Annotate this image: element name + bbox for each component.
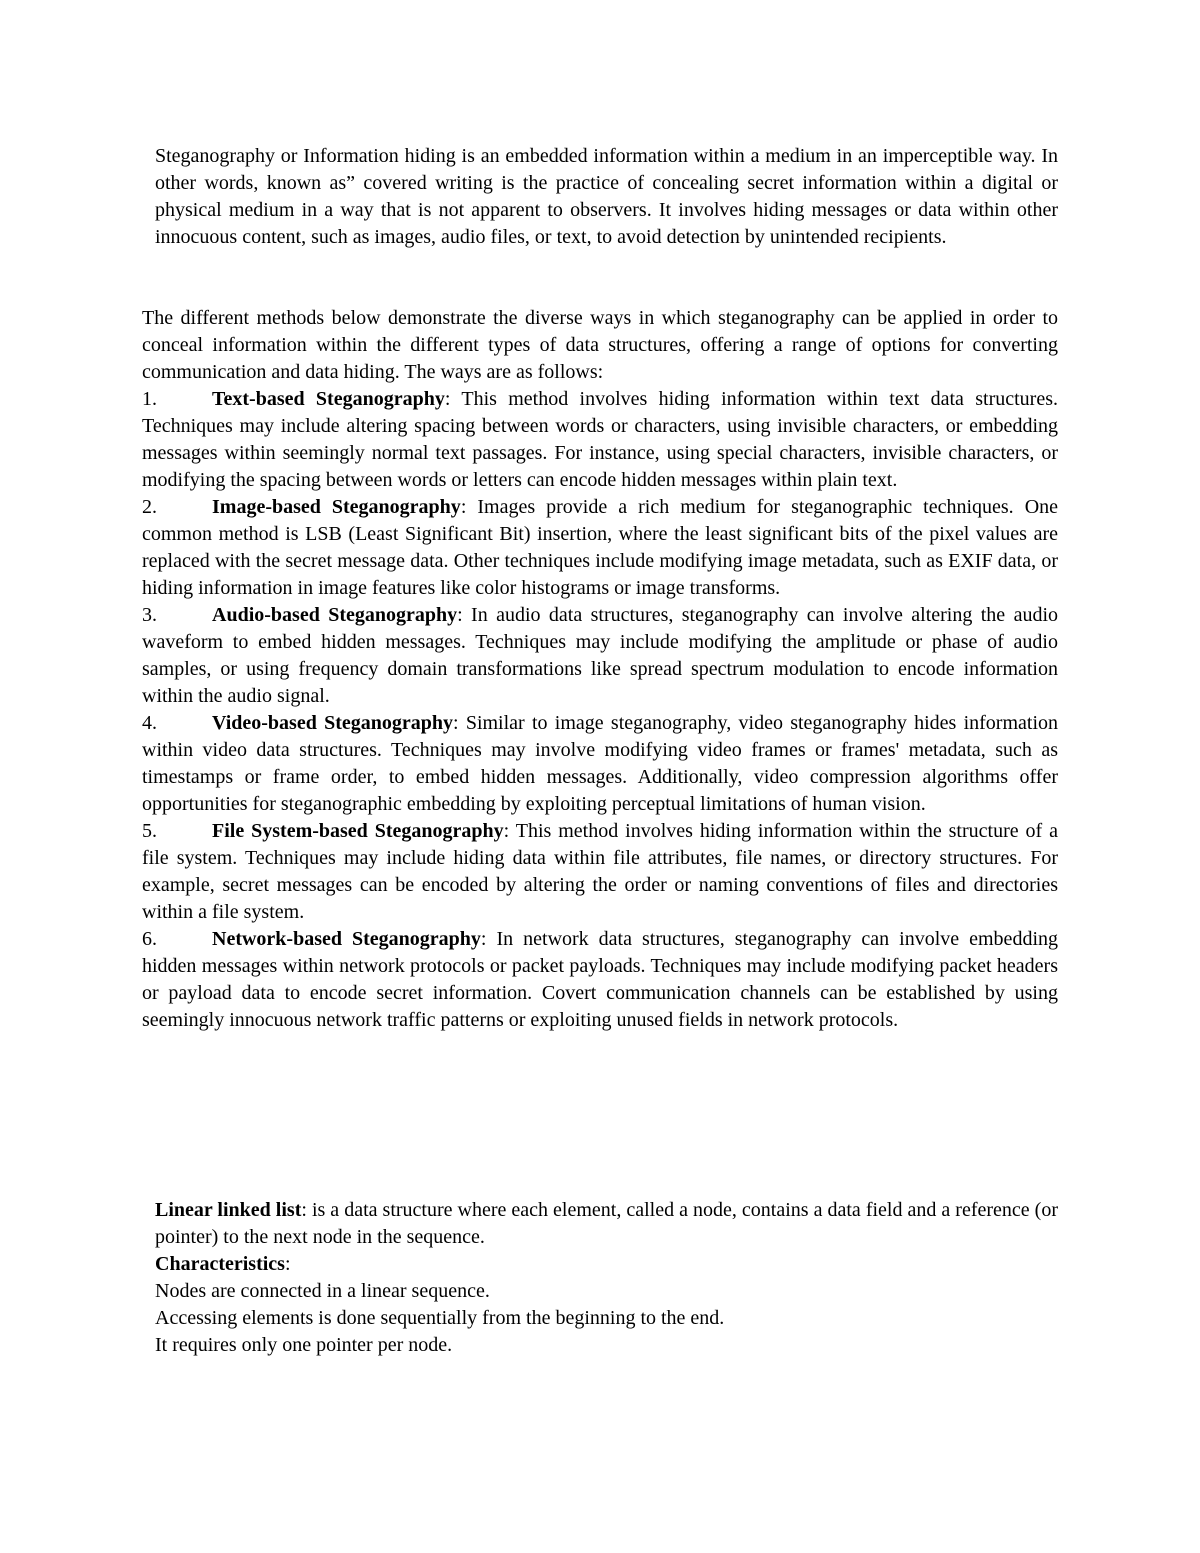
linked-list-term: Linear linked list — [155, 1199, 302, 1221]
characteristic-item: Nodes are connected in a linear sequence. — [155, 1280, 490, 1302]
method-title: File System-based Steganography — [212, 820, 504, 842]
method-item-file-system — [142, 818, 1058, 926]
characteristic-item: Accessing elements is done sequentially from the beginning to the end. — [155, 1307, 725, 1329]
method-body: : In audio data structures, steganography can involve altering the audio waveform to embed hidden messages. Techniques may include modifying the amplitude or phase of audio samples, or using frequency domain transformations like spread spectrum modulation to encode information within the audio signal. — [142, 604, 1058, 707]
method-body: : In network data structures, steganography can involve embedding hidden messages within network protocols or packet payloads. Techniques may include modifying packet headers or payload data to encode secret information. Covert communication channels can be established by using seemingly innocuous network traffic patterns or exploiting unused fields in network protocols. — [142, 928, 1058, 1031]
method-title: Video-based Steganography — [212, 712, 453, 734]
method-body: : Images provide a rich medium for steganographic techniques. One common method is LSB (Least Significant Bit) insertion, where the least significant bits of the pixel values are replaced with the secret message data. Other techniques include modifying image metadata, such as EXIF data, or hiding information in image features like color histograms or image transforms. — [142, 496, 1059, 599]
method-number: 1. — [142, 388, 157, 410]
method-number: 3. — [142, 604, 157, 626]
characteristic-item: It requires only one pointer per node. — [155, 1334, 453, 1356]
method-number: 4. — [142, 712, 157, 734]
characteristics-colon: : — [284, 1253, 291, 1275]
method-number: 6. — [142, 928, 157, 950]
intro-paragraph: Steganography or Information hiding is an embedded information within a medium in an imperceptible way. In other words, known as” covered writing is the practice of concealing secret information within a digital or physical medium in a way that is not apparent to observers. It involves hiding messages or data within other innocuous content, such as images, audio files, or text, to avoid detection by unintended recipients. — [155, 145, 1058, 248]
method-item-video — [142, 710, 1058, 818]
method-item-text — [142, 386, 1058, 494]
method-title: Network-based Steganography — [212, 928, 481, 950]
method-title: Audio-based Steganography — [212, 604, 458, 626]
method-body: : This method involves hiding information within the structure of a file system. Techniques may include hiding data within file attributes, file names, or directory structures. For example, secret messages can be encoded by altering the order or naming conventions of files and directories within a file system. — [142, 820, 1058, 923]
method-body: : This method involves hiding information within text data structures. Techniques may include altering spacing between words or characters, using invisible characters, or embedding messages within seemingly normal text passages. For instance, using special characters, invisible characters, or modifying the spacing between words or letters can encode hidden messages within plain text. — [142, 388, 1058, 491]
linked-list-definition — [155, 1197, 1058, 1251]
method-item-audio — [142, 602, 1058, 710]
characteristics-heading — [155, 1251, 1058, 1278]
method-body: : Similar to image steganography, video steganography hides information within video data structures. Techniques may involve modifying video frames or frames' metadata, such as timestamps or frame order, to embed hidden messages. Additionally, video compression algorithms offer opportunities for steganographic embedding by exploiting perceptual limitations of human vision. — [142, 712, 1059, 815]
characteristics-label: Characteristics — [155, 1253, 285, 1275]
method-title: Text-based Steganography — [212, 388, 445, 410]
method-number: 5. — [142, 820, 157, 842]
method-title: Image-based Steganography — [212, 496, 461, 518]
method-item-image — [142, 494, 1058, 602]
methods-section — [142, 305, 1058, 1034]
methods-intro-paragraph: The different methods below demonstrate the diverse ways in which steganography can be applied in order to conceal information within the different types of data structures, offering a range of options for converting communication and data hiding. The ways are as follows: — [142, 307, 1058, 383]
method-item-network — [142, 926, 1058, 1034]
method-number: 2. — [142, 496, 157, 518]
linked-list-section — [155, 1197, 1058, 1359]
linked-list-definition-text: : is a data structure where each element, called a node, contains a data field and a reference (or pointer) to the next node in the sequence. — [155, 1199, 1058, 1248]
